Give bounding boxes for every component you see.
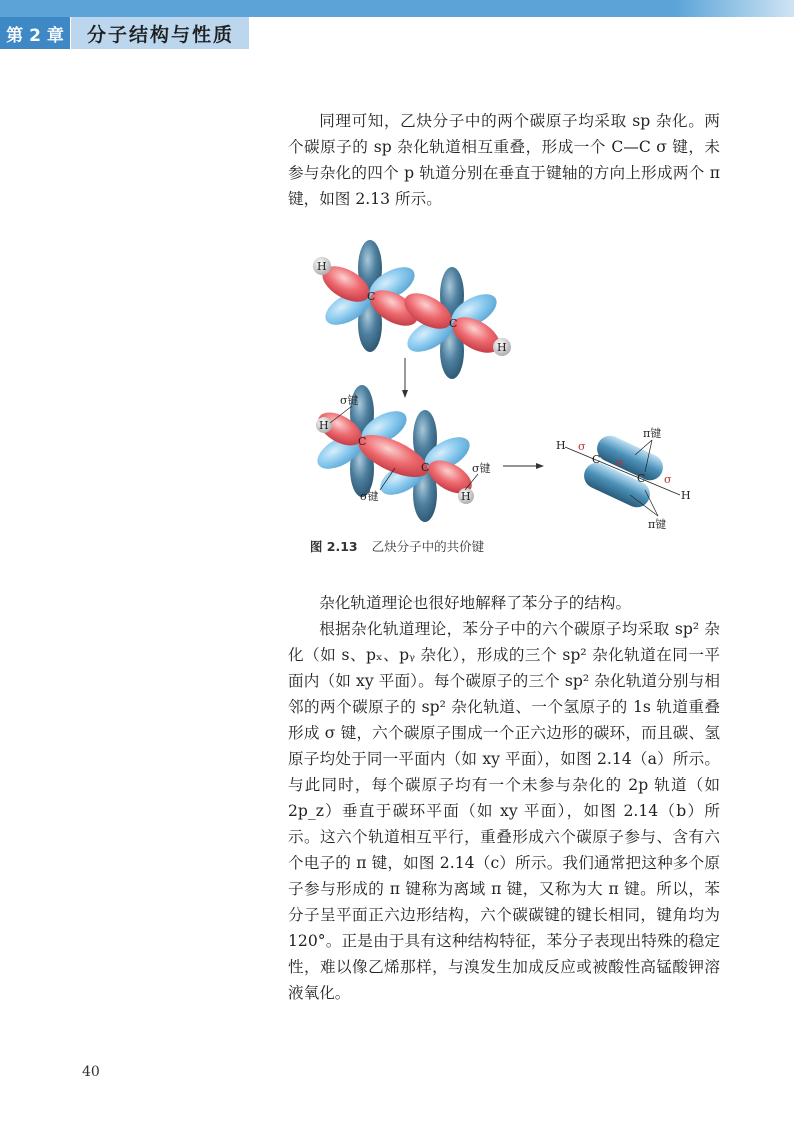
svg-text:σ: σ: [664, 473, 672, 486]
acetylene-orbital-diagram: [300, 240, 720, 535]
svg-text:σ键: σ键: [340, 394, 359, 407]
chapter-number: 第 2 章: [0, 17, 70, 49]
figure-caption-text: 乙炔分子中的共价键: [371, 539, 485, 554]
svg-text:π键: π键: [643, 427, 662, 440]
svg-text:H: H: [317, 260, 327, 273]
acetylene-pi-bond-model: [556, 426, 691, 531]
svg-text:C: C: [592, 453, 601, 466]
svg-text:σ: σ: [616, 456, 624, 469]
svg-text:π键: π键: [648, 518, 667, 531]
svg-text:H: H: [461, 490, 471, 503]
paragraph-benzene-structure: 根据杂化轨道理论，苯分子中的六个碳原子均采取 sp² 杂化（如 s、pₓ、pᵧ 杂化），形成的三个 sp² 杂化轨道在同一平面内（如 xy 平面）。每个碳原子的三个 sp² 杂化轨道分别与相邻的两个碳原子的 sp² 杂化轨道、一个氢原子的 1s 轨道重叠形成 σ 键，六个碳原子围成一个正六边形的碳环，而且碳、氢原子均处于同一平面内（如 xy 平面），如图 2.14（a）所示。与此同时，每个碳原子均有一个未参与杂化的 2p 轨道（如 2p_z）垂直于碳环平面（如 xy 平面），如图 2.14（b）所示。这六个轨道相互平行，重叠形成六个碳原子参与、含有六个电子的 π 键，如图 2.14（c）所示。我们通常把这种多个原子参与形成的 π 键称为离域 π 键，又称为大 π 键。所以，苯分子呈平面正六边形结构，六个碳碳键的键长相同，键角均为 120°。正是由于具有这种结构特征，苯分子表现出特殊的稳定性，难以像乙烯那样，与溴发生加成反应或被酸性高锰酸钾溶液氧化。: [288, 620, 720, 1002]
svg-text:H: H: [319, 419, 329, 432]
svg-text:H: H: [681, 489, 691, 502]
paragraph-benzene-intro: 杂化轨道理论也很好地解释了苯分子的结构。: [319, 594, 632, 612]
page-number: 40: [82, 1064, 100, 1080]
svg-text:C: C: [421, 461, 430, 474]
paragraph-acetylene: 同理可知，乙炔分子中的两个碳原子均采取 sp 杂化。两个碳原子的 sp 杂化轨道相互重叠，形成一个 C—C σ 键，未参与杂化的四个 p 轨道分别在垂直于键轴的方向上形成两个 π 键，如图 2.13 所示。: [288, 112, 720, 208]
svg-text:C: C: [449, 317, 458, 330]
svg-text:σ键: σ键: [472, 462, 491, 475]
acetylene-sigma-bonded: [312, 385, 491, 522]
figure-acetylene-bonds: [300, 240, 720, 535]
svg-text:C: C: [358, 435, 367, 448]
svg-text:H: H: [556, 439, 566, 452]
svg-text:H: H: [497, 341, 507, 354]
chapter-title: 分子结构与性质: [71, 17, 249, 49]
figure-caption: [0, 537, 794, 555]
svg-text:C: C: [637, 472, 646, 485]
svg-text:σ: σ: [578, 440, 586, 453]
header-color-bar: [0, 0, 794, 17]
svg-text:C: C: [367, 290, 376, 303]
figure-number: 图 2.13: [309, 539, 358, 554]
svg-text:σ键: σ键: [360, 490, 379, 503]
